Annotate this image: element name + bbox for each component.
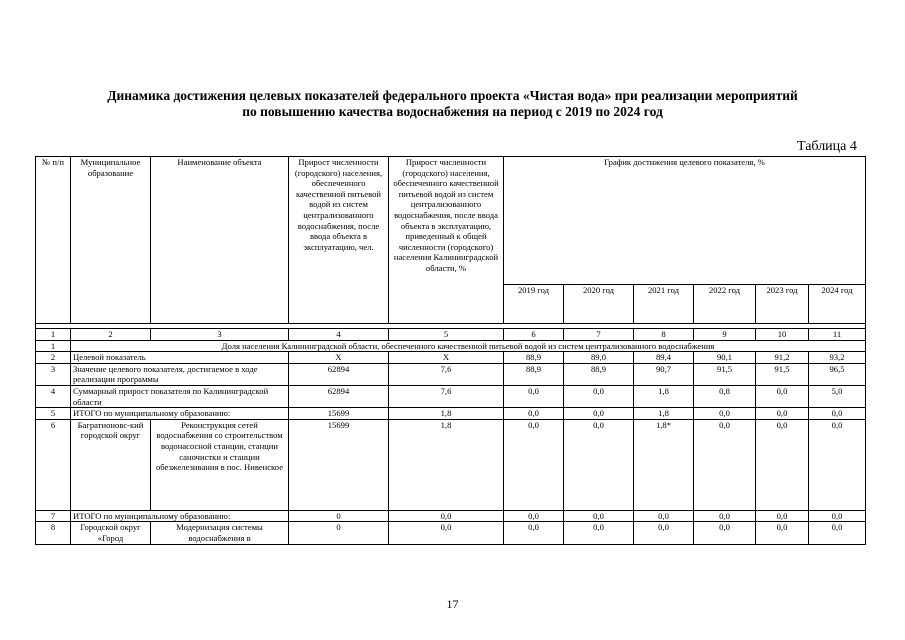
title-line-1: Динамика достижения целевых показателей федерального проекта «Чистая вода» при реализации мероприятий xyxy=(107,88,798,103)
cell-year: 0,0 xyxy=(694,522,756,545)
table-row xyxy=(36,385,866,407)
header-schedule: График достижения целевого показателя, % xyxy=(504,157,866,285)
cell-year: 0,0 xyxy=(756,510,809,522)
section-title: Доля населения Калининградской области, обеспеченного качественной питьевой водой из систем централизованного водоснабжения xyxy=(71,340,866,352)
row-num: 7 xyxy=(36,510,71,522)
col-number: 4 xyxy=(289,329,389,341)
cell-year: 0,0 xyxy=(756,419,809,510)
cell-growth-pct: 7,6 xyxy=(389,363,504,385)
cell-growth-pct: Х xyxy=(389,352,504,364)
row-num: 8 xyxy=(36,522,71,545)
cell-growth: 15699 xyxy=(289,408,389,420)
cell-year: 0,0 xyxy=(504,385,564,407)
cell-year: 96,5 xyxy=(809,363,866,385)
row-object: Реконструкция сетей водоснабжения со строительством водонасосной станции, станции саночистки и станции обезжелезивания в пос. Нивенское xyxy=(151,419,289,510)
table-row xyxy=(36,522,866,545)
cell-year: 0,0 xyxy=(809,419,866,510)
cell-year: 88,9 xyxy=(504,352,564,364)
cell-year: 0,0 xyxy=(809,408,866,420)
row-num: 6 xyxy=(36,419,71,510)
row-num: 2 xyxy=(36,352,71,364)
col-number: 11 xyxy=(809,329,866,341)
cell-growth-pct: 1,8 xyxy=(389,419,504,510)
cell-year: 88,9 xyxy=(564,363,634,385)
cell-growth: 62894 xyxy=(289,385,389,407)
cell-year: 0,0 xyxy=(564,419,634,510)
row-object: Модернизация системы водоснабжения в xyxy=(151,522,289,545)
cell-year: 0,0 xyxy=(634,522,694,545)
cell-year: 0,0 xyxy=(809,522,866,545)
cell-year: 0,0 xyxy=(694,419,756,510)
cell-year: 0,0 xyxy=(564,385,634,407)
header-object: Наименование объекта xyxy=(151,157,289,324)
cell-year: 0,0 xyxy=(809,510,866,522)
cell-year: 0,0 xyxy=(564,522,634,545)
col-number: 5 xyxy=(389,329,504,341)
cell-year: 1,8 xyxy=(634,385,694,407)
row-num: 3 xyxy=(36,363,71,385)
title-line-2: по повышению качества водоснабжения на период с 2019 по 2024 год xyxy=(242,104,663,119)
header-num: № п/п xyxy=(36,157,71,324)
row-num: 1 xyxy=(36,340,71,352)
cell-year: 0,0 xyxy=(564,510,634,522)
cell-year: 0,0 xyxy=(504,408,564,420)
cell-growth: Х xyxy=(289,352,389,364)
cell-growth-pct: 0,0 xyxy=(389,522,504,545)
row-label: ИТОГО по муниципальному образованию: xyxy=(71,510,289,522)
header-year: 2024 год xyxy=(809,285,866,324)
cell-year: 0,0 xyxy=(756,522,809,545)
cell-year: 91,5 xyxy=(694,363,756,385)
col-number: 7 xyxy=(564,329,634,341)
cell-growth-pct: 7,6 xyxy=(389,385,504,407)
row-num: 4 xyxy=(36,385,71,407)
col-number: 8 xyxy=(634,329,694,341)
cell-year: 0,0 xyxy=(504,419,564,510)
row-label: Суммарный прирост показателя по Калининградской области xyxy=(71,385,289,407)
cell-growth: 62894 xyxy=(289,363,389,385)
table-row xyxy=(36,352,866,364)
document-title xyxy=(0,88,905,120)
header-year: 2019 год xyxy=(504,285,564,324)
cell-growth: 15699 xyxy=(289,419,389,510)
row-label: ИТОГО по муниципальному образованию: xyxy=(71,408,289,420)
cell-year: 0,8 xyxy=(694,385,756,407)
header-municipality: Муниципальное образование xyxy=(71,157,151,324)
col-number: 1 xyxy=(36,329,71,341)
page-number: 17 xyxy=(446,597,459,611)
table-row xyxy=(36,363,866,385)
cell-year: 1,8* xyxy=(634,419,694,510)
table-row xyxy=(36,510,866,522)
col-number: 9 xyxy=(694,329,756,341)
row-municipality: Городской округ «Город xyxy=(71,522,151,545)
header-year: 2023 год xyxy=(756,285,809,324)
col-number: 10 xyxy=(756,329,809,341)
table-row xyxy=(36,408,866,420)
table-row xyxy=(36,419,866,510)
table-label: Таблица 4 xyxy=(797,139,857,154)
header-row xyxy=(36,157,866,285)
cell-year: 90,1 xyxy=(694,352,756,364)
cell-year: 0,0 xyxy=(504,510,564,522)
row-municipality: Багратионовс-кий городской округ xyxy=(71,419,151,510)
cell-year: 1,8 xyxy=(634,408,694,420)
col-number: 2 xyxy=(71,329,151,341)
cell-year: 0,0 xyxy=(504,522,564,545)
cell-growth: 0 xyxy=(289,522,389,545)
row-num: 5 xyxy=(36,408,71,420)
header-year: 2021 год xyxy=(634,285,694,324)
header-growth-pct: Прирост численности (городского) населения, обеспеченного качественной питьевой водой из систем централизованного водоснабжения, после ввода объекта в эксплуатацию, приведенный к общей численности (городского) населения Калининградской области, % xyxy=(389,157,504,324)
column-numbers-row xyxy=(36,329,866,341)
cell-year: 5,0 xyxy=(809,385,866,407)
section-row xyxy=(36,340,866,352)
row-label: Значение целевого показателя, достигаемое в ходе реализации программы xyxy=(71,363,289,385)
cell-year: 91,2 xyxy=(756,352,809,364)
header-year: 2022 год xyxy=(694,285,756,324)
header-year: 2020 год xyxy=(564,285,634,324)
cell-year: 0,0 xyxy=(564,408,634,420)
cell-year: 89,4 xyxy=(634,352,694,364)
cell-year: 88,9 xyxy=(504,363,564,385)
cell-growth: 0 xyxy=(289,510,389,522)
cell-year: 0,0 xyxy=(694,408,756,420)
cell-year: 0,0 xyxy=(634,510,694,522)
col-number: 6 xyxy=(504,329,564,341)
cell-year: 91,5 xyxy=(756,363,809,385)
cell-growth-pct: 0,0 xyxy=(389,510,504,522)
header-growth: Прирост численности (городского) населения, обеспеченного качественной питьевой водой из систем централизованного водоснабжения, после ввода объекта в эксплуатацию, чел. xyxy=(289,157,389,324)
cell-year: 89,0 xyxy=(564,352,634,364)
cell-year: 93,2 xyxy=(809,352,866,364)
cell-year: 90,7 xyxy=(634,363,694,385)
cell-year: 0,0 xyxy=(756,408,809,420)
cell-year: 0,0 xyxy=(694,510,756,522)
row-label: Целевой показатель xyxy=(71,352,289,364)
col-number: 3 xyxy=(151,329,289,341)
cell-year: 0,0 xyxy=(756,385,809,407)
cell-growth-pct: 1,8 xyxy=(389,408,504,420)
indicators-table xyxy=(35,156,866,545)
